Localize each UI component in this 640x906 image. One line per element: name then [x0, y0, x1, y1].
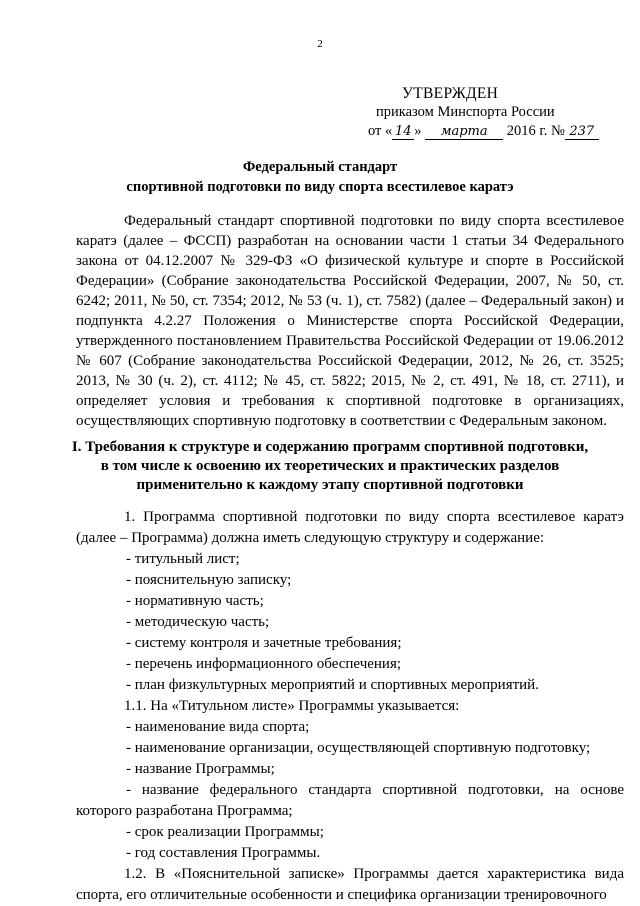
- document-title-line1: Федеральный стандарт: [242, 159, 398, 175]
- intro-section: [76, 211, 624, 431]
- item-1-text: 1. Программа спортивной подготовки по виду спорта всестилевое каратэ (далее – Программа) должна иметь следующую структуру и содержание:: [76, 509, 624, 546]
- list-item: - перечень информационного обеспечения;: [126, 656, 402, 672]
- document-title: [40, 157, 600, 197]
- approval-year: 2016 г. №: [506, 123, 565, 139]
- list-item: - наименование организации, осуществляющей спортивную подготовку;: [126, 740, 591, 756]
- approval-number-handwritten: 237: [565, 124, 599, 140]
- list-item: - методическую часть;: [126, 614, 270, 630]
- section-heading-line3: применительно к каждому этапу спортивной подготовки: [136, 477, 524, 493]
- list-item: - название Программы;: [126, 761, 275, 777]
- section-heading-line1: I. Требования к структуре и содержанию программ спортивной подготовки,: [71, 439, 589, 455]
- page-number: 2: [317, 38, 323, 50]
- approval-day-handwritten: 14: [392, 124, 414, 140]
- approval-month-handwritten: марта: [425, 124, 503, 140]
- approval-date-line: [368, 122, 630, 141]
- list-item: - пояснительную записку;: [126, 572, 292, 588]
- approval-from-prefix: от «: [368, 123, 393, 139]
- approval-day-suffix: »: [414, 123, 422, 139]
- requirements-list: [76, 507, 624, 906]
- list-item: - нормативную часть;: [126, 593, 264, 609]
- list-item: - систему контроля и зачетные требования;: [126, 635, 402, 651]
- item-1-2-text: 1.2. В «Пояснительной записке» Программы дается характеристика вида спорта, его отличительные особенности и специфика организации тренировочного: [76, 866, 624, 903]
- section-heading: [60, 438, 600, 495]
- list-item: - год составления Программы.: [126, 845, 321, 861]
- approval-block: [368, 84, 630, 141]
- item-1-1-text: 1.1. На «Титульном листе» Программы указывается:: [124, 698, 460, 714]
- list-item: - титульный лист;: [126, 551, 240, 567]
- list-item: - наименование вида спорта;: [126, 719, 310, 735]
- document-title-line2: спортивной подготовки по виду спорта всестилевое каратэ: [126, 179, 514, 195]
- section-heading-line2: в том числе к освоению их теоретических и практических разделов: [100, 458, 560, 474]
- intro-paragraph: Федеральный стандарт спортивной подготовки по виду спорта всестилевое каратэ (далее – ФССП) разработан на основании части 1 статьи 34 Федерального закона от 04.12.2007 № 329-ФЗ «О физической культуре и спорте в Российской Федерации» (Собрание законодательства Российской Федерации, 2007, № 50, ст. 6242; 2011, № 50, ст. 7354; 2012, № 53 (ч. 1), ст. 7582) (далее – Федеральный закон) и подпункта 4.2.27 Положения о Министерстве спорта Российской Федерации, утвержденного постановлением Правительства Российской Федерации от 19.06.2012 № 607 (Собрание законодательства Российской Федерации, 2012, № 26, ст. 3525; 2013, № 30 (ч. 2), ст. 4112; № 45, ст. 5822; 2015, № 2, ст. 491, № 18, ст. 2711), и определяет условия и требования к спортивной подготовке в организациях, осуществляющих спортивную подготовку в соответствии с Федеральным законом.: [76, 213, 624, 429]
- list-item-long: - название федерального стандарта спортивной подготовки, на основе которого разработана Программа;: [76, 782, 624, 819]
- list-item: - срок реализации Программы;: [126, 824, 324, 840]
- list-item: - план физкультурных мероприятий и спортивных мероприятий.: [126, 677, 539, 693]
- approval-order-line: приказом Минспорта России: [376, 104, 555, 120]
- approval-title: УТВЕРЖДЕН: [402, 85, 499, 102]
